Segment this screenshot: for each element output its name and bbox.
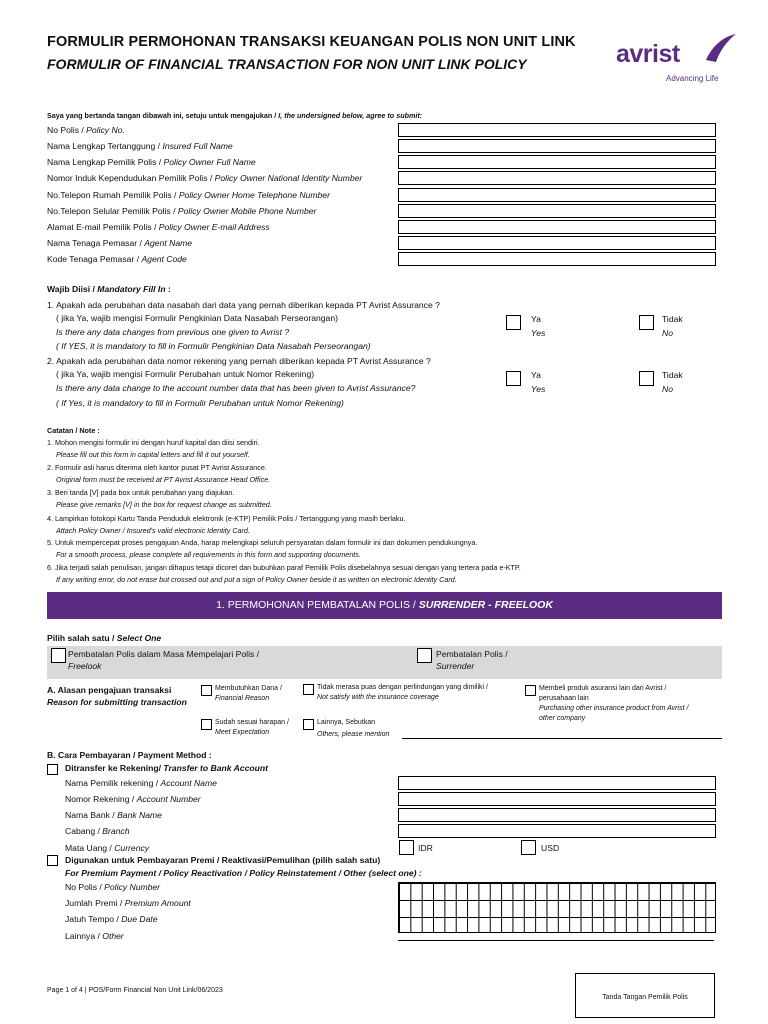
premium-payment-checkbox[interactable]: [47, 855, 58, 866]
input-policy-no[interactable]: [398, 123, 716, 137]
bank-field-label-account-number: [65, 794, 201, 804]
label-en: Insured Full Name: [162, 141, 233, 151]
surrender-label-en: Surrender: [436, 661, 475, 671]
input-branch[interactable]: [398, 824, 716, 838]
label-en: Policy Number: [104, 882, 161, 892]
label-id: No Polis /: [65, 882, 105, 892]
note-2-id: 2. Formulir asli harus diterima oleh kantor pusat PT Avrist Assurance.: [47, 463, 267, 472]
note-3-en: Please give remarks [V] in the box for request change as submitted.: [56, 500, 272, 509]
logo-swoosh-icon: [702, 30, 738, 66]
label-en: Currency: [114, 843, 150, 853]
label-id: Nomor Rekening /: [65, 794, 137, 804]
transfer-id: Ditransfer ke Rekening/: [65, 763, 164, 773]
intro-text: [47, 111, 422, 120]
note-5-en: For a smooth process, please complete all requirements in this form and supporting documents.: [56, 550, 361, 559]
note-2-en: Original form must be received at PT Avrist Assurance Head Office.: [56, 475, 271, 484]
reason-expectation-en: Meet Expectation: [215, 729, 270, 736]
input-email[interactable]: [398, 220, 716, 234]
label-id: Jatuh Tempo /: [65, 914, 122, 924]
surrender-checkbox[interactable]: [417, 648, 432, 663]
input-insured-name[interactable]: [398, 139, 716, 153]
premium-field-label-other: [65, 931, 124, 941]
field-label-mobile-phone: [47, 206, 316, 216]
label-id: Kode Tenaga Pemasar /: [47, 254, 142, 264]
label-en: Policy Owner E-mail Address: [158, 222, 270, 232]
q2-yes-label-en: Yes: [531, 384, 546, 394]
signature-box[interactable]: [575, 973, 715, 1018]
q1-yes-label-en: Yes: [531, 328, 546, 338]
q1-no-checkbox[interactable]: [639, 315, 654, 330]
q1-no-label: Tidak: [662, 314, 683, 324]
label-id: Nama Lengkap Pemilik Polis /: [47, 157, 164, 167]
select-id: Pilih salah satu /: [47, 633, 117, 643]
input-mobile-phone[interactable]: [398, 204, 716, 218]
label-en: Policy Owner Home Telephone Number: [178, 190, 330, 200]
reason-other-product-checkbox[interactable]: [525, 685, 536, 696]
label-id: Lainnya /: [65, 931, 103, 941]
q2-line3: Is there any data change to the account number data that has been given to Avrist Assurance?: [56, 383, 416, 393]
input-owner-nik[interactable]: [398, 171, 716, 185]
currency-usd-label: USD: [541, 843, 560, 853]
transfer-checkbox[interactable]: [47, 764, 58, 775]
surrender-label-id: Pembatalan Polis /: [436, 649, 508, 659]
label-en: Policy Owner National Identity Number: [214, 173, 363, 183]
reason-expectation-id: Sudah sesuai harapan /: [215, 719, 289, 726]
reason-heading-id: A. Alasan pengajuan transaksi: [47, 685, 172, 695]
label-en: Agent Code: [141, 254, 187, 264]
reason-not-satisfied-checkbox[interactable]: [303, 684, 314, 695]
premium-other-input-line[interactable]: [398, 940, 714, 941]
reason-not-satisfied-id: Tidak merasa puas dengan perlindungan yang dimiliki /: [317, 684, 488, 691]
q2-yes-label: Ya: [531, 370, 541, 380]
label-id: Nama Bank /: [65, 810, 118, 820]
bank-field-label-currency: [65, 843, 149, 853]
field-label-policy-no: [47, 125, 125, 135]
logo-tagline: Advancing Life: [666, 74, 719, 83]
label-en: Other: [102, 931, 124, 941]
notes-heading: Catatan / Note :: [47, 426, 100, 435]
field-label-insured-name: [47, 141, 233, 151]
label-id: Nama Tenaga Pemasar /: [47, 238, 145, 248]
field-label-agent-name: [47, 238, 192, 248]
reason-financial-checkbox[interactable]: [201, 685, 212, 696]
input-bank-name[interactable]: [398, 808, 716, 822]
label-en: Account Number: [136, 794, 201, 804]
label-id: Nomor Induk Kependudukan Pemilik Polis /: [47, 173, 215, 183]
input-agent-code[interactable]: [398, 252, 716, 266]
bank-field-label-branch: [65, 826, 130, 836]
label-en: Agent Name: [144, 238, 193, 248]
heading-id: Wajib Diisi /: [47, 284, 98, 294]
premium-field-label-due-date: [65, 914, 158, 924]
q1-no-label-en: No: [662, 328, 673, 338]
premium-payment-label-en: For Premium Payment / Policy Reactivation / Policy Reinstatement / Other (select one) :: [65, 868, 422, 878]
input-home-phone[interactable]: [398, 188, 716, 202]
transfer-label: [65, 763, 268, 773]
label-en: Policy No.: [86, 125, 125, 135]
label-id: Nama Lengkap Tertanggung /: [47, 141, 163, 151]
q2-line4: ( If Yes, it is mandatory to fill in Formulir Perubahan untuk Nomor Rekening): [56, 398, 344, 408]
q1-line3: Is there any data changes from previous one given to Avrist ?: [56, 327, 290, 337]
input-agent-name[interactable]: [398, 236, 716, 250]
input-account-name[interactable]: [398, 776, 716, 790]
section-1-title-id: 1. PERMOHONAN PEMBATALAN POLIS /: [216, 599, 419, 611]
signature-label: Tanda Tangan Pemilik Polis: [602, 994, 688, 1001]
logo-text: avrist: [616, 40, 680, 68]
field-label-agent-code: [47, 254, 187, 264]
premium-character-grid[interactable]: [398, 882, 716, 933]
q2-no-checkbox[interactable]: [639, 371, 654, 386]
note-5-id: 5. Untuk mempercepat proses pengajuan Anda, harap melengkapi seluruh persyaratan dalam formulir ini dan dokumen pendukungnya.: [47, 538, 478, 547]
label-id: No Polis /: [47, 125, 87, 135]
reason-others-id: Lainnya, Sebutkan: [317, 719, 375, 726]
input-account-number[interactable]: [398, 792, 716, 806]
reason-other-product-en2: other company: [539, 715, 586, 722]
page-footer: Page 1 of 4 | POS/Form Financial Non Unit Link/06/2023: [47, 987, 223, 994]
label-id: Mata Uang /: [65, 843, 115, 853]
freelook-checkbox[interactable]: [51, 648, 66, 663]
note-4-id: 4. Lampirkan fotokopi Kartu Tanda Penduduk elektronik (e-KTP) Pemilik Polis / Tertanggung yang masih berlaku.: [47, 514, 406, 523]
reason-financial-id: Membutuhkan Dana /: [215, 685, 282, 692]
note-4-en: Attach Policy Owner / Insured's valid electronic Identity Card.: [56, 526, 250, 535]
q2-no-label-en: No: [662, 384, 673, 394]
reason-others-checkbox[interactable]: [303, 719, 314, 730]
label-en: Policy Owner Full Name: [163, 157, 256, 167]
freelook-label-id: Pembatalan Polis dalam Masa Mempelajari Polis /: [68, 649, 260, 659]
q2-line2: ( jika Ya, wajib mengisi Formulir Perubahan untuk Nomor Rekening): [56, 369, 315, 379]
payment-heading: B. Cara Pembayaran / Payment Method :: [47, 750, 212, 760]
transfer-en: Transfer to Bank Account: [163, 763, 268, 773]
reason-other-product-id: Membeli produk asuransi lain dari Avrist /: [539, 685, 667, 692]
field-label-owner-nik: [47, 173, 362, 183]
avrist-logo: [614, 30, 738, 86]
q2-no-label: Tidak: [662, 370, 683, 380]
form-title-en: FORMULIR OF FINANCIAL TRANSACTION FOR NON UNIT LINK POLICY: [47, 56, 527, 72]
section-1-title-en: SURRENDER - FREELOOK: [418, 599, 553, 611]
intro-en: I, the undersigned below, agree to submit:: [278, 111, 423, 120]
reason-heading-en: Reason for submitting transaction: [47, 697, 187, 707]
premium-field-label-policy-number: [65, 882, 160, 892]
select-en: Select One: [116, 633, 162, 643]
select-one-label: [47, 633, 161, 643]
q1-line2: ( jika Ya, wajib mengisi Formulir Pengkinian Data Nasabah Perseorangan): [56, 313, 338, 323]
input-owner-name[interactable]: [398, 155, 716, 169]
currency-idr-label: IDR: [418, 843, 433, 853]
label-en: Policy Owner Mobile Phone Number: [177, 206, 317, 216]
label-en: Branch: [102, 826, 130, 836]
field-label-home-phone: [47, 190, 330, 200]
label-en: Account Name: [160, 778, 217, 788]
label-en: Due Date: [121, 914, 158, 924]
q2-yes-checkbox[interactable]: [506, 371, 521, 386]
currency-idr-checkbox[interactable]: [399, 840, 414, 855]
intro-id: Saya yang bertanda tangan dibawah ini, setuju untuk mengajukan /: [47, 111, 279, 120]
q2-line1: 2. Apakah ada perubahan data nomor rekening yang pernah diberikan kepada PT Avrist Assurance ?: [47, 356, 431, 366]
note-6-id: 6. Jika terjadi salah penulisan, jangan dihapus tetapi dicoret dan bubuhkan paraf Pemilik Polis disebelahnya sesuai dengan yang tertera pada e-KTP.: [47, 563, 521, 572]
label-id: Cabang /: [65, 826, 103, 836]
q1-yes-label: Ya: [531, 314, 541, 324]
reason-others-en: Others, please mention: [317, 731, 390, 738]
reason-other-product-en: Purchasing other insurance product from Avrist /: [539, 705, 689, 712]
bank-field-label-bank-name: [65, 810, 162, 820]
form-title-id: FORMULIR PERMOHONAN TRANSAKSI KEUANGAN POLIS NON UNIT LINK: [47, 34, 576, 50]
reason-others-input-line[interactable]: [402, 738, 722, 739]
reason-other-product-id2: perusahaan lain: [539, 695, 589, 702]
q1-line4: ( If YES, it is mandatory to fill in Formulir Pengkinian Data Nasabah Perseorangan): [56, 341, 371, 351]
mandatory-heading: [47, 284, 171, 294]
note-1-id: 1. Mohon mengisi formulir ini dengan huruf kapital dan diisi sendiri.: [47, 438, 260, 447]
label-id: Jumlah Premi /: [65, 898, 125, 908]
premium-field-label-amount: [65, 898, 191, 908]
bank-field-label-account-name: [65, 778, 217, 788]
section-1-header: [47, 592, 722, 619]
field-label-owner-name: [47, 157, 256, 167]
field-label-email: [47, 222, 270, 232]
reason-financial-en: Financial Reason: [215, 695, 270, 702]
heading-suffix: :: [165, 284, 171, 294]
q1-line1: 1. Apakah ada perubahan data nasabah dari data yang pernah diberikan kepada PT Avrist Assurance ?: [47, 300, 440, 310]
reason-not-satisfied-en: Not satisfy with the insurance coverage: [317, 694, 439, 701]
premium-payment-label-id: Digunakan untuk Pembayaran Premi / Reaktivasi/Pemulihan (pilih salah satu): [65, 855, 381, 865]
note-6-en: If any writing error, do not erase but crossed out and put a sign of Policy Owner beside it as written on electronic Identity Card.: [56, 575, 457, 584]
note-1-en: Please fill out this form in capital letters and fill it out yourself.: [56, 450, 250, 459]
freelook-label-en: Freelook: [68, 661, 102, 671]
currency-usd-checkbox[interactable]: [521, 840, 536, 855]
label-id: No.Telepon Rumah Pemilik Polis /: [47, 190, 179, 200]
reason-expectation-checkbox[interactable]: [201, 719, 212, 730]
q1-yes-checkbox[interactable]: [506, 315, 521, 330]
label-en: Bank Name: [117, 810, 162, 820]
label-id: No.Telepon Selular Pemilik Polis /: [47, 206, 178, 216]
label-en: Premium Amount: [124, 898, 191, 908]
label-id: Nama Pemilik rekening /: [65, 778, 161, 788]
heading-en: Mandatory Fill In: [97, 284, 166, 294]
label-id: Alamat E-mail Pemilik Polis /: [47, 222, 159, 232]
note-3-id: 3. Beri tanda [V] pada box untuk perubahan yang diajukan.: [47, 488, 235, 497]
